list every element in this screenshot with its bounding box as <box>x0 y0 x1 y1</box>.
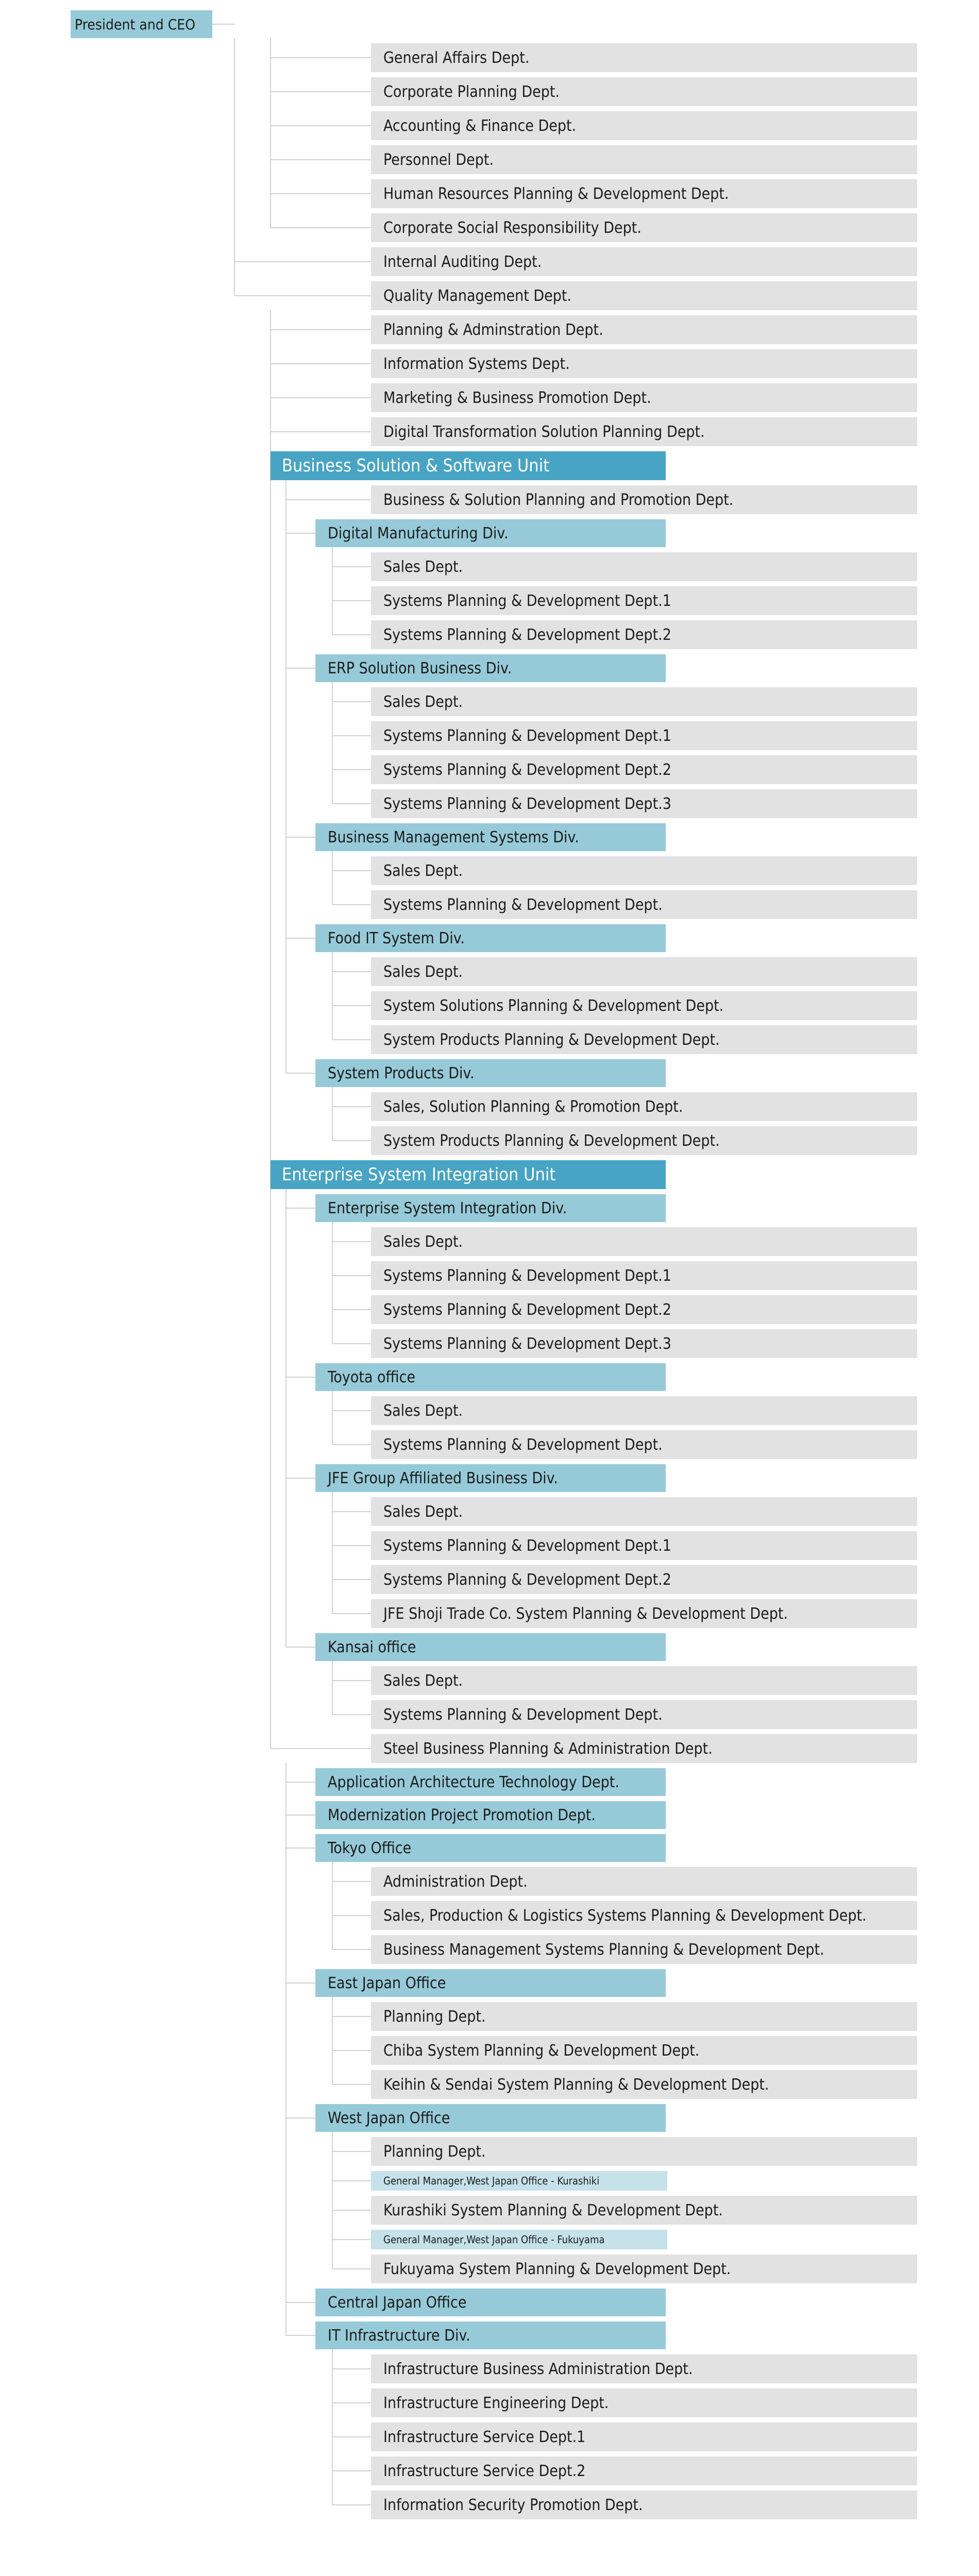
department-planning-dept: Planning Dept. <box>371 2137 917 2166</box>
department-sales-dept: Sales Dept. <box>371 1497 917 1526</box>
department-systems-planning-development-dept-2: Systems Planning & Development Dept.2 <box>371 1565 917 1594</box>
note-general-manager-west-japan-office-fukuyama: General Manager,West Japan Office - Fukuyama <box>371 2230 667 2249</box>
division-digital-manufacturing-div: Digital Manufacturing Div. <box>315 519 666 547</box>
department-jfe-shoji-trade-co-system-planning-development-dept: JFE Shoji Trade Co. System Planning & Development Dept. <box>371 1599 917 1628</box>
department-business-solution-planning-and-promotion-dept: Business & Solution Planning and Promotion Dept. <box>371 485 917 514</box>
department-systems-planning-development-dept: Systems Planning & Development Dept. <box>371 1700 917 1729</box>
department-system-products-planning-development-dept: System Products Planning & Development Dept. <box>371 1126 917 1155</box>
department-systems-planning-development-dept-1: Systems Planning & Development Dept.1 <box>371 586 917 615</box>
department-digital-transformation-solution-planning-dept: Digital Transformation Solution Planning Dept. <box>371 417 917 446</box>
division-business-management-systems-div: Business Management Systems Div. <box>315 823 666 851</box>
department-sales-production-logistics-systems-planning-development-dept: Sales, Production & Logistics Systems Planning & Development Dept. <box>371 1901 917 1930</box>
department-infrastructure-service-dept-1: Infrastructure Service Dept.1 <box>371 2422 917 2451</box>
division-system-products-div: System Products Div. <box>315 1059 666 1087</box>
department-corporate-social-responsibility-dept: Corporate Social Responsibility Dept. <box>371 213 917 242</box>
department-sales-dept: Sales Dept. <box>371 1227 917 1256</box>
department-systems-planning-development-dept-2: Systems Planning & Development Dept.2 <box>371 755 917 784</box>
division-west-japan-office: West Japan Office <box>315 2104 666 2132</box>
department-quality-management-dept: Quality Management Dept. <box>371 281 917 310</box>
department-administration-dept: Administration Dept. <box>371 1867 917 1896</box>
division-application-architecture-technology-dept: Application Architecture Technology Dept. <box>315 1768 666 1796</box>
division-modernization-project-promotion-dept: Modernization Project Promotion Dept. <box>315 1801 666 1829</box>
department-systems-planning-development-dept-3: Systems Planning & Development Dept.3 <box>371 1329 917 1358</box>
department-information-security-promotion-dept: Information Security Promotion Dept. <box>371 2490 917 2519</box>
division-tokyo-office: Tokyo Office <box>315 1834 666 1862</box>
department-systems-planning-development-dept-1: Systems Planning & Development Dept.1 <box>371 721 917 750</box>
department-corporate-planning-dept: Corporate Planning Dept. <box>371 77 917 106</box>
department-marketing-business-promotion-dept: Marketing & Business Promotion Dept. <box>371 383 917 412</box>
department-sales-dept: Sales Dept. <box>371 856 917 885</box>
department-system-solutions-planning-development-dept: System Solutions Planning & Development Dept. <box>371 991 917 1020</box>
department-steel-business-planning-administration-dept: Steel Business Planning & Administration Dept. <box>371 1734 917 1763</box>
department-internal-auditing-dept: Internal Auditing Dept. <box>371 247 917 276</box>
division-jfe-group-affiliated-business-div: JFE Group Affiliated Business Div. <box>315 1464 666 1492</box>
division-food-it-system-div: Food IT System Div. <box>315 924 666 952</box>
division-enterprise-system-integration-div: Enterprise System Integration Div. <box>315 1194 666 1222</box>
department-fukuyama-system-planning-development-dept: Fukuyama System Planning & Development Dept. <box>371 2255 917 2283</box>
department-systems-planning-development-dept: Systems Planning & Development Dept. <box>371 890 917 919</box>
note-general-manager-west-japan-office-kurashiki: General Manager,West Japan Office - Kurashiki <box>371 2171 667 2191</box>
department-infrastructure-engineering-dept: Infrastructure Engineering Dept. <box>371 2388 917 2417</box>
department-chiba-system-planning-development-dept: Chiba System Planning & Development Dept. <box>371 2036 917 2065</box>
department-keihin-sendai-system-planning-development-dept: Keihin & Sendai System Planning & Development Dept. <box>371 2070 917 2099</box>
unit-enterprise-system-integration-unit: Enterprise System Integration Unit <box>271 1160 666 1189</box>
unit-business-solution-software-unit: Business Solution & Software Unit <box>271 451 666 480</box>
division-erp-solution-business-div: ERP Solution Business Div. <box>315 654 666 682</box>
department-systems-planning-development-dept-3: Systems Planning & Development Dept.3 <box>371 789 917 818</box>
department-sales-dept: Sales Dept. <box>371 1666 917 1695</box>
department-infrastructure-business-administration-dept: Infrastructure Business Administration Dept. <box>371 2354 917 2383</box>
department-systems-planning-development-dept: Systems Planning & Development Dept. <box>371 1430 917 1459</box>
department-planning-dept: Planning Dept. <box>371 2002 917 2031</box>
department-sales-dept: Sales Dept. <box>371 1396 917 1425</box>
department-general-affairs-dept: General Affairs Dept. <box>371 43 917 72</box>
department-sales-dept: Sales Dept. <box>371 687 917 716</box>
department-systems-planning-development-dept-2: Systems Planning & Development Dept.2 <box>371 620 917 649</box>
department-systems-planning-development-dept-1: Systems Planning & Development Dept.1 <box>371 1261 917 1290</box>
root-president-and-ceo: President and CEO <box>71 10 212 38</box>
department-kurashiki-system-planning-development-dept: Kurashiki System Planning & Development Dept. <box>371 2196 917 2225</box>
department-systems-planning-development-dept-1: Systems Planning & Development Dept.1 <box>371 1531 917 1560</box>
department-planning-adminstration-dept: Planning & Adminstration Dept. <box>371 315 917 344</box>
department-personnel-dept: Personnel Dept. <box>371 145 917 174</box>
department-systems-planning-development-dept-2: Systems Planning & Development Dept.2 <box>371 1295 917 1324</box>
division-kansai-office: Kansai office <box>315 1633 666 1661</box>
department-sales-dept: Sales Dept. <box>371 552 917 581</box>
division-toyota-office: Toyota office <box>315 1363 666 1391</box>
department-business-management-systems-planning-development-dept: Business Management Systems Planning & Development Dept. <box>371 1935 917 1964</box>
division-central-japan-office: Central Japan Office <box>315 2289 666 2316</box>
department-sales-solution-planning-promotion-dept: Sales, Solution Planning & Promotion Dept. <box>371 1092 917 1121</box>
department-infrastructure-service-dept-2: Infrastructure Service Dept.2 <box>371 2456 917 2485</box>
department-information-systems-dept: Information Systems Dept. <box>371 349 917 378</box>
department-human-resources-planning-development-dept: Human Resources Planning & Development Dept. <box>371 179 917 208</box>
department-system-products-planning-development-dept: System Products Planning & Development Dept. <box>371 1025 917 1054</box>
department-sales-dept: Sales Dept. <box>371 957 917 986</box>
division-east-japan-office: East Japan Office <box>315 1969 666 1997</box>
department-accounting-finance-dept: Accounting & Finance Dept. <box>371 111 917 140</box>
division-it-infrastructure-div: IT Infrastructure Div. <box>315 2321 666 2349</box>
